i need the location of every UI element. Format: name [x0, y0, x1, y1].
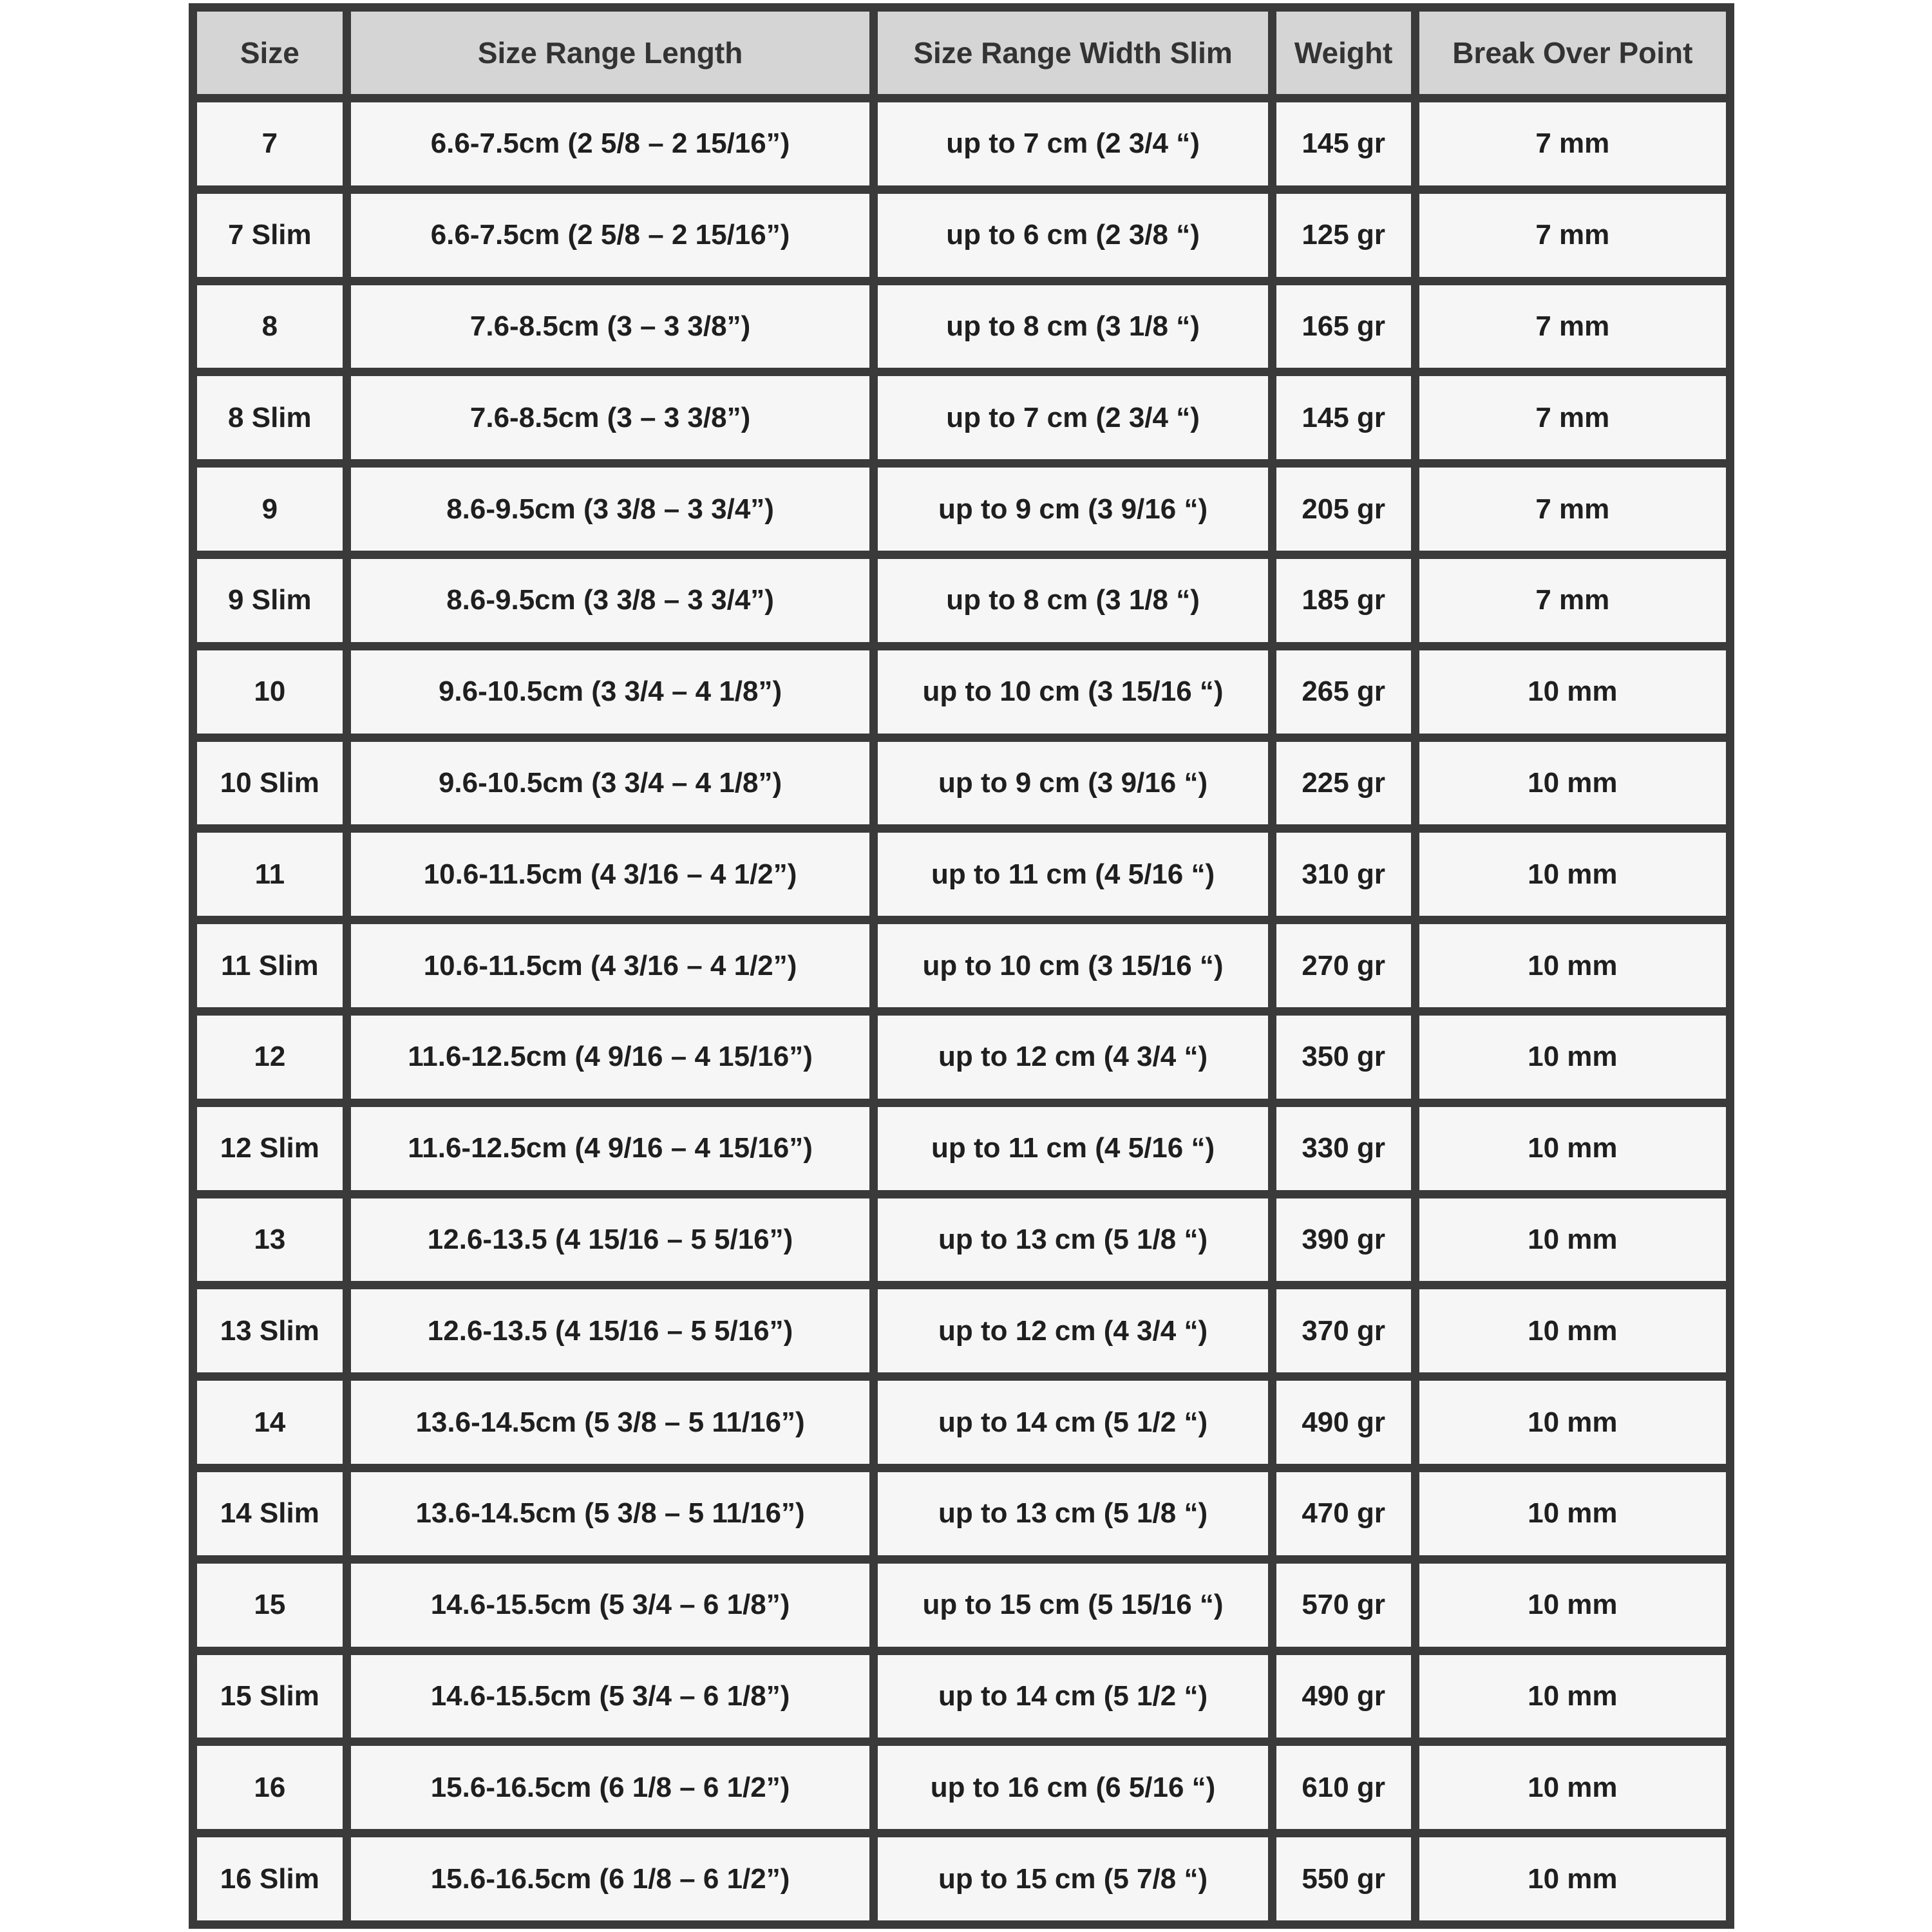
- table-row: [193, 189, 1730, 281]
- header-row: [193, 8, 1730, 99]
- cell-break-over-point: 10 mm: [1415, 1742, 1730, 1833]
- cell-weight: 370 gr: [1272, 1285, 1415, 1377]
- cell-size: 8: [193, 281, 347, 372]
- cell-break-over-point: 10 mm: [1415, 1285, 1730, 1377]
- col-header-break-over-point: Break Over Point: [1415, 8, 1730, 99]
- cell-size: 11 Slim: [193, 920, 347, 1012]
- cell-size: 11: [193, 829, 347, 920]
- table-row: [193, 1559, 1730, 1651]
- table-row: [193, 281, 1730, 372]
- cell-size-range-length: 7.6-8.5cm (3 – 3 3/8”): [346, 281, 874, 372]
- cell-weight: 265 gr: [1272, 646, 1415, 737]
- table-row: [193, 99, 1730, 190]
- cell-size-range-length: 14.6-15.5cm (5 3/4 – 6 1/8”): [346, 1559, 874, 1651]
- cell-size: 9 Slim: [193, 554, 347, 646]
- cell-weight: 145 gr: [1272, 99, 1415, 190]
- cell-size-range-length: 11.6-12.5cm (4 9/16 – 4 15/16”): [346, 1011, 874, 1103]
- table-row: [193, 737, 1730, 829]
- cell-size: 7 Slim: [193, 189, 347, 281]
- cell-weight: 205 gr: [1272, 464, 1415, 555]
- cell-size: 7: [193, 99, 347, 190]
- cell-size: 14 Slim: [193, 1468, 347, 1559]
- cell-size-range-length: 13.6-14.5cm (5 3/8 – 5 11/16”): [346, 1377, 874, 1468]
- cell-weight: 550 gr: [1272, 1833, 1415, 1925]
- cell-size-range-width-slim: up to 14 cm (5 1/2 “): [874, 1651, 1272, 1742]
- cell-size-range-length: 13.6-14.5cm (5 3/8 – 5 11/16”): [346, 1468, 874, 1559]
- cell-weight: 610 gr: [1272, 1742, 1415, 1833]
- cell-weight: 490 gr: [1272, 1377, 1415, 1468]
- cell-weight: 350 gr: [1272, 1011, 1415, 1103]
- cell-break-over-point: 10 mm: [1415, 1833, 1730, 1925]
- cell-break-over-point: 10 mm: [1415, 1194, 1730, 1285]
- cell-break-over-point: 7 mm: [1415, 281, 1730, 372]
- cell-weight: 570 gr: [1272, 1559, 1415, 1651]
- cell-size-range-width-slim: up to 11 cm (4 5/16 “): [874, 1103, 1272, 1194]
- cell-size: 10: [193, 646, 347, 737]
- cell-weight: 270 gr: [1272, 920, 1415, 1012]
- table-row: [193, 372, 1730, 464]
- cell-size-range-length: 9.6-10.5cm (3 3/4 – 4 1/8”): [346, 737, 874, 829]
- table-header: [193, 8, 1730, 99]
- cell-break-over-point: 10 mm: [1415, 1468, 1730, 1559]
- cell-size-range-width-slim: up to 12 cm (4 3/4 “): [874, 1011, 1272, 1103]
- cell-size-range-width-slim: up to 10 cm (3 15/16 “): [874, 646, 1272, 737]
- table-row: [193, 920, 1730, 1012]
- cell-size-range-length: 15.6-16.5cm (6 1/8 – 6 1/2”): [346, 1833, 874, 1925]
- col-header-size: Size: [193, 8, 347, 99]
- cell-size: 15: [193, 1559, 347, 1651]
- table-row: [193, 1011, 1730, 1103]
- cell-size-range-width-slim: up to 6 cm (2 3/8 “): [874, 189, 1272, 281]
- cell-size: 12: [193, 1011, 347, 1103]
- cell-weight: 330 gr: [1272, 1103, 1415, 1194]
- cell-break-over-point: 10 mm: [1415, 1011, 1730, 1103]
- cell-weight: 185 gr: [1272, 554, 1415, 646]
- cell-break-over-point: 7 mm: [1415, 554, 1730, 646]
- cell-size: 13 Slim: [193, 1285, 347, 1377]
- cell-break-over-point: 10 mm: [1415, 737, 1730, 829]
- cell-size-range-length: 10.6-11.5cm (4 3/16 – 4 1/2”): [346, 829, 874, 920]
- cell-break-over-point: 10 mm: [1415, 1377, 1730, 1468]
- cell-size-range-width-slim: up to 10 cm (3 15/16 “): [874, 920, 1272, 1012]
- table-row: [193, 554, 1730, 646]
- cell-size: 15 Slim: [193, 1651, 347, 1742]
- table-row: [193, 464, 1730, 555]
- cell-size-range-length: 14.6-15.5cm (5 3/4 – 6 1/8”): [346, 1651, 874, 1742]
- cell-size-range-width-slim: up to 13 cm (5 1/8 “): [874, 1194, 1272, 1285]
- table-row: [193, 1194, 1730, 1285]
- cell-size-range-length: 8.6-9.5cm (3 3/8 – 3 3/4”): [346, 554, 874, 646]
- size-chart: [189, 3, 1734, 1929]
- table-row: [193, 1742, 1730, 1833]
- table-row: [193, 1651, 1730, 1742]
- cell-break-over-point: 10 mm: [1415, 1651, 1730, 1742]
- cell-size-range-length: 12.6-13.5 (4 15/16 – 5 5/16”): [346, 1285, 874, 1377]
- cell-size-range-length: 7.6-8.5cm (3 – 3 3/8”): [346, 372, 874, 464]
- cell-size: 14: [193, 1377, 347, 1468]
- table-row: [193, 1833, 1730, 1925]
- cell-size: 8 Slim: [193, 372, 347, 464]
- cell-size: 13: [193, 1194, 347, 1285]
- cell-size-range-length: 15.6-16.5cm (6 1/8 – 6 1/2”): [346, 1742, 874, 1833]
- cell-size-range-width-slim: up to 15 cm (5 7/8 “): [874, 1833, 1272, 1925]
- cell-size-range-length: 6.6-7.5cm (2 5/8 – 2 15/16”): [346, 99, 874, 190]
- cell-size-range-length: 12.6-13.5 (4 15/16 – 5 5/16”): [346, 1194, 874, 1285]
- cell-size-range-width-slim: up to 11 cm (4 5/16 “): [874, 829, 1272, 920]
- cell-break-over-point: 10 mm: [1415, 1559, 1730, 1651]
- cell-break-over-point: 10 mm: [1415, 920, 1730, 1012]
- cell-break-over-point: 10 mm: [1415, 646, 1730, 737]
- cell-size-range-width-slim: up to 8 cm (3 1/8 “): [874, 281, 1272, 372]
- cell-size: 10 Slim: [193, 737, 347, 829]
- cell-break-over-point: 10 mm: [1415, 829, 1730, 920]
- cell-break-over-point: 7 mm: [1415, 372, 1730, 464]
- cell-size: 12 Slim: [193, 1103, 347, 1194]
- cell-size-range-width-slim: up to 8 cm (3 1/8 “): [874, 554, 1272, 646]
- cell-size: 9: [193, 464, 347, 555]
- cell-size-range-width-slim: up to 9 cm (3 9/16 “): [874, 464, 1272, 555]
- cell-size-range-width-slim: up to 16 cm (6 5/16 “): [874, 1742, 1272, 1833]
- cell-size: 16 Slim: [193, 1833, 347, 1925]
- table-row: [193, 829, 1730, 920]
- table-body: [193, 99, 1730, 1925]
- cell-size-range-width-slim: up to 7 cm (2 3/4 “): [874, 99, 1272, 190]
- cell-weight: 225 gr: [1272, 737, 1415, 829]
- cell-size-range-width-slim: up to 13 cm (5 1/8 “): [874, 1468, 1272, 1559]
- cell-size-range-width-slim: up to 7 cm (2 3/4 “): [874, 372, 1272, 464]
- cell-size-range-width-slim: up to 9 cm (3 9/16 “): [874, 737, 1272, 829]
- cell-size-range-width-slim: up to 14 cm (5 1/2 “): [874, 1377, 1272, 1468]
- cell-break-over-point: 10 mm: [1415, 1103, 1730, 1194]
- cell-size-range-length: 10.6-11.5cm (4 3/16 – 4 1/2”): [346, 920, 874, 1012]
- cell-break-over-point: 7 mm: [1415, 99, 1730, 190]
- cell-weight: 125 gr: [1272, 189, 1415, 281]
- cell-weight: 145 gr: [1272, 372, 1415, 464]
- cell-size-range-length: 8.6-9.5cm (3 3/8 – 3 3/4”): [346, 464, 874, 555]
- cell-weight: 310 gr: [1272, 829, 1415, 920]
- table-row: [193, 1285, 1730, 1377]
- table-row: [193, 1377, 1730, 1468]
- table-row: [193, 1103, 1730, 1194]
- cell-size-range-length: 6.6-7.5cm (2 5/8 – 2 15/16”): [346, 189, 874, 281]
- col-header-size-range-width-slim: Size Range Width Slim: [874, 8, 1272, 99]
- cell-break-over-point: 7 mm: [1415, 189, 1730, 281]
- cell-weight: 470 gr: [1272, 1468, 1415, 1559]
- table-row: [193, 646, 1730, 737]
- cell-break-over-point: 7 mm: [1415, 464, 1730, 555]
- cell-size-range-length: 11.6-12.5cm (4 9/16 – 4 15/16”): [346, 1103, 874, 1194]
- cell-size-range-width-slim: up to 12 cm (4 3/4 “): [874, 1285, 1272, 1377]
- cell-size-range-width-slim: up to 15 cm (5 15/16 “): [874, 1559, 1272, 1651]
- col-header-size-range-length: Size Range Length: [346, 8, 874, 99]
- cell-weight: 165 gr: [1272, 281, 1415, 372]
- cell-weight: 390 gr: [1272, 1194, 1415, 1285]
- cell-size-range-length: 9.6-10.5cm (3 3/4 – 4 1/8”): [346, 646, 874, 737]
- cell-size: 16: [193, 1742, 347, 1833]
- table-row: [193, 1468, 1730, 1559]
- col-header-weight: Weight: [1272, 8, 1415, 99]
- cell-weight: 490 gr: [1272, 1651, 1415, 1742]
- size-chart-table: [189, 3, 1734, 1929]
